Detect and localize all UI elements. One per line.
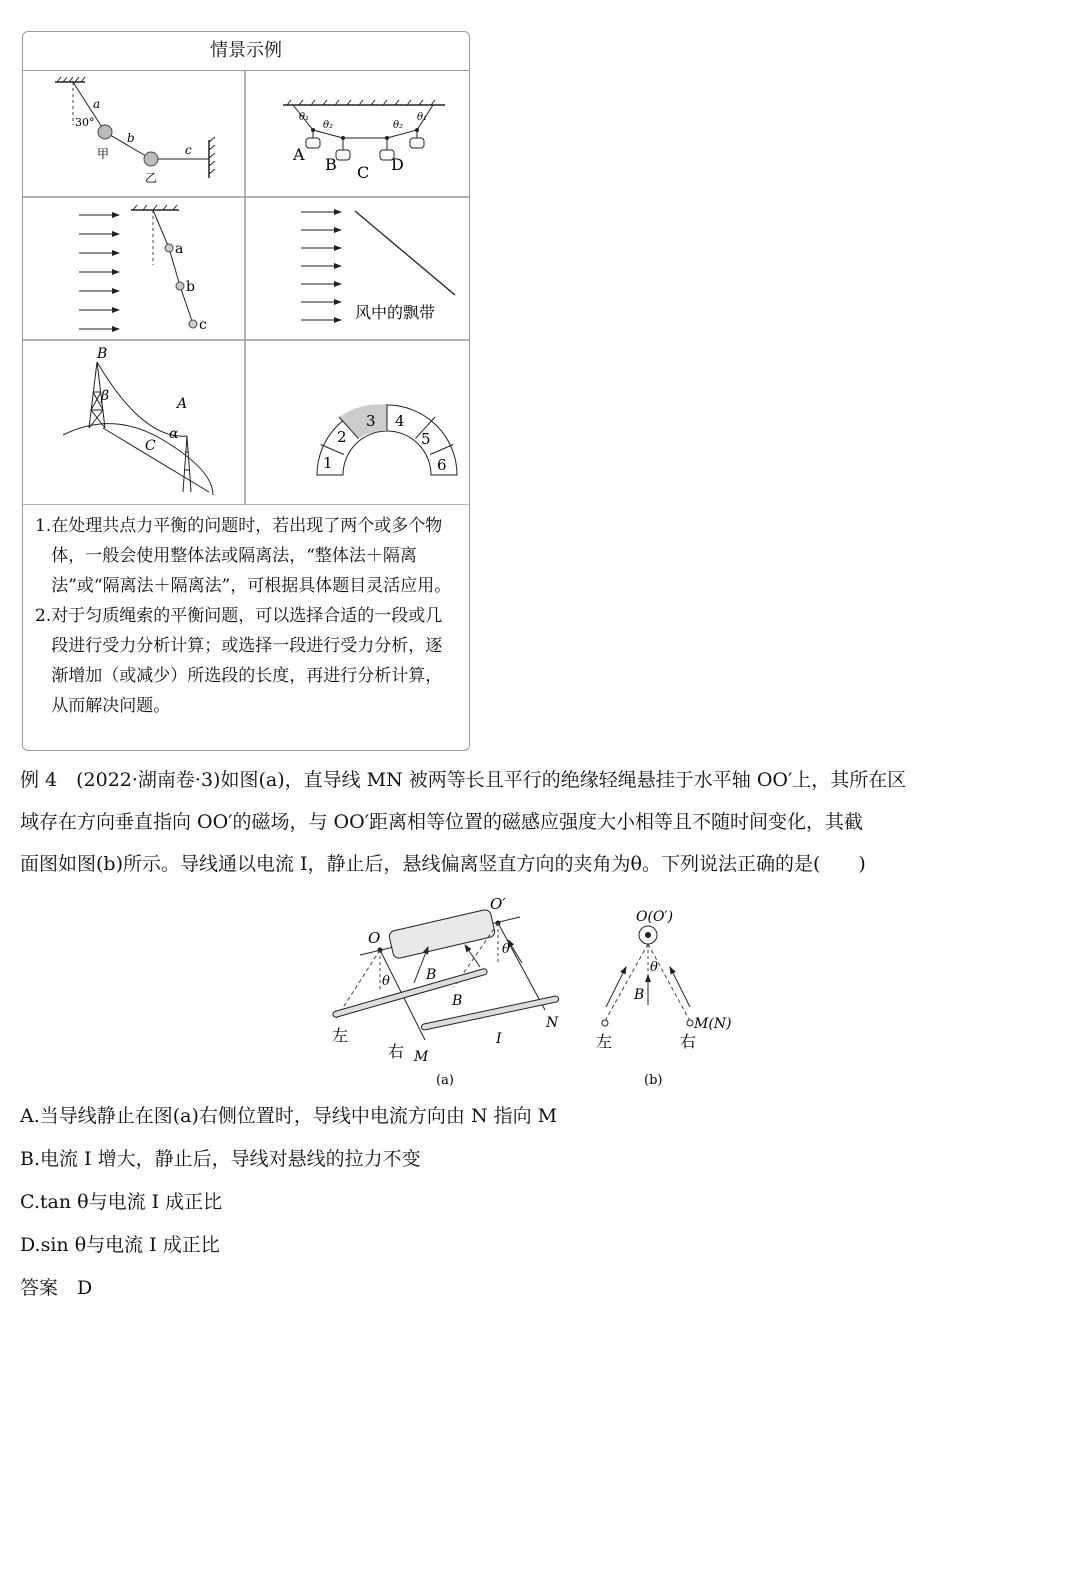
- arch-seg-4: 4: [395, 412, 405, 430]
- notes: [23, 505, 469, 721]
- label-a: a: [175, 241, 184, 257]
- diagram-lanterns: [245, 70, 470, 197]
- label-right-b: 右: [680, 1032, 697, 1051]
- panel-power-line: [23, 340, 245, 505]
- label-M-N: M(N): [694, 1016, 732, 1032]
- arch-seg-1: 1: [323, 454, 333, 472]
- label-theta2-right: θ₂: [393, 120, 404, 131]
- arch-seg-2: 2: [337, 428, 347, 446]
- caption-b: (b): [644, 1073, 663, 1088]
- label-c: c: [199, 317, 207, 333]
- label-yi: 乙: [145, 171, 158, 185]
- label-jia: 甲: [97, 147, 110, 161]
- option-D: D.sin θ与电流 I 成正比: [20, 1234, 220, 1256]
- label-b: b: [127, 131, 135, 145]
- figure-ab: [330, 895, 750, 1095]
- example-line-2: 域存在方向垂直指向 OO′的磁场，与 OO′距离相等位置的磁感应强度大小相等且不随时间变化，其截: [20, 811, 864, 833]
- label-left-b: 左: [596, 1032, 613, 1051]
- diagram-power-line: [23, 340, 245, 505]
- label-c: c: [185, 143, 192, 157]
- figure-svg: [330, 895, 750, 1095]
- option-B: B.电流 I 增大，静止后，导线对悬线的拉力不变: [20, 1148, 421, 1170]
- label-theta1-left: θ₁: [299, 112, 310, 123]
- arch-seg-3: 3: [366, 412, 376, 430]
- label-O: O: [368, 929, 381, 947]
- panel-arch: [245, 340, 470, 505]
- diagram-arch: [245, 340, 470, 505]
- label-O-Oprime: O(O′): [636, 909, 674, 925]
- label-theta-a1: θ: [382, 974, 390, 989]
- option-C: C.tan θ与电流 I 成正比: [20, 1191, 223, 1213]
- label-M: M: [414, 1049, 429, 1065]
- label-A: A: [177, 396, 188, 412]
- example-line-3: 面图如图(b)所示。导线通以电流 I，静止后，悬线偏离竖直方向的夹角为θ。下列说法正确的是( ): [20, 853, 866, 875]
- note-number: 2.: [35, 606, 52, 626]
- label-D: D: [391, 155, 404, 174]
- note-text: 对于匀质绳索的平衡问题，可以选择合适的一段或几段进行受力分析计算；或选择一段进行受力分析，逐渐增加（或减少）所选段的长度，再进行分析计算，从而解决问题。: [51, 606, 443, 716]
- note-text: 在处理共点力平衡的问题时，若出现了两个或多个物体，一般会使用整体法或隔离法，“整体法＋隔离法”或“隔离法＋隔离法”，可根据具体题目灵活应用。: [51, 516, 452, 596]
- panel-balls-on-strings: [23, 70, 245, 197]
- panel-ribbon: [245, 197, 470, 340]
- note-item: [35, 511, 459, 601]
- label-theta2-left: θ₂: [323, 120, 334, 131]
- answer: 答案 D: [20, 1277, 93, 1299]
- note-item: [35, 601, 459, 721]
- label-left-a: 左: [332, 1026, 349, 1045]
- label-alpha: α: [169, 426, 179, 442]
- label-I: I: [496, 1031, 502, 1047]
- label-B: B: [97, 346, 108, 362]
- panel-wind-balls: [23, 197, 245, 340]
- label-theta-a2: θ: [502, 942, 510, 957]
- label-B-b: B: [634, 987, 645, 1003]
- diagram-wind-balls: [23, 197, 245, 340]
- example-line-1: 例 4 (2022·湖南卷·3)如图(a)，直导线 MN 被两等长且平行的绝缘轻绳悬挂于水平轴 OO′上，其所在区: [20, 769, 907, 791]
- arch-seg-6: 6: [437, 456, 447, 474]
- label-theta1-right: θ₁: [417, 112, 428, 123]
- label-N: N: [546, 1015, 559, 1031]
- label-beta: β: [101, 388, 110, 404]
- label-right-a: 右: [388, 1042, 405, 1061]
- label-B-a2: B: [452, 993, 463, 1009]
- label-B-a1: B: [426, 967, 437, 983]
- label-C: C: [357, 163, 370, 182]
- diagram-ribbon: [245, 197, 470, 340]
- label-b: b: [186, 279, 195, 295]
- scenario-box: [22, 31, 470, 751]
- label-A: A: [293, 145, 305, 164]
- box-title: 情景示例: [23, 32, 469, 71]
- label-a: a: [93, 97, 101, 111]
- label-B: B: [325, 155, 337, 174]
- label-O-prime: O′: [490, 895, 506, 913]
- panel-lanterns: [245, 70, 470, 197]
- ribbon-caption: 风中的飘带: [355, 303, 436, 322]
- label-theta-b: θ: [650, 960, 658, 975]
- arch-seg-5: 5: [421, 430, 431, 448]
- caption-a: (a): [436, 1073, 454, 1088]
- label-30deg: 30°: [75, 116, 95, 129]
- diagram-balls: [23, 70, 245, 197]
- label-C: C: [145, 438, 156, 454]
- option-A: A.当导线静止在图(a)右侧位置时，导线中电流方向由 N 指向 M: [20, 1105, 558, 1127]
- note-number: 1.: [35, 516, 52, 536]
